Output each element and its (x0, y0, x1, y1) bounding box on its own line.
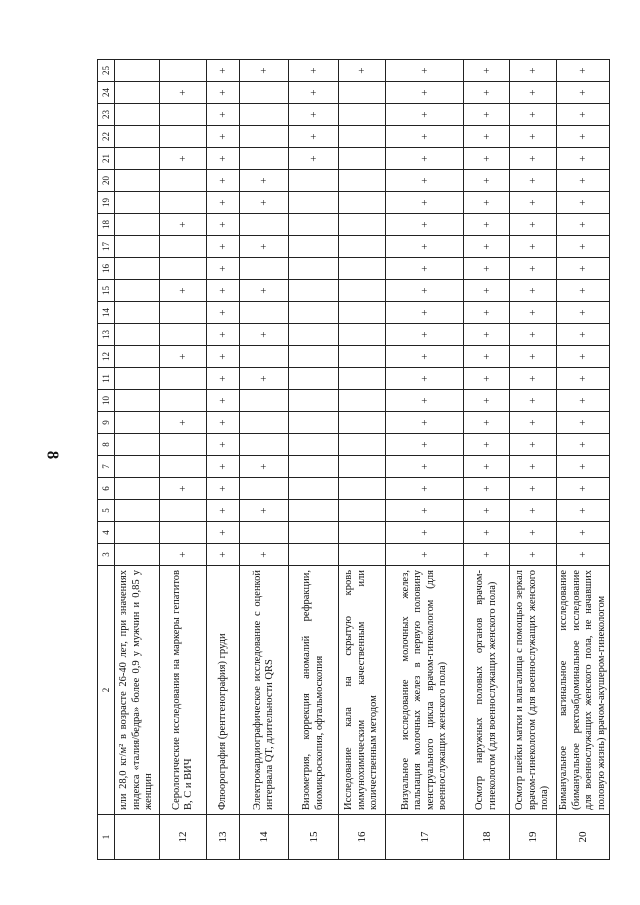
schedule-mark (289, 522, 339, 544)
header-col-1: 1 (98, 815, 115, 860)
schedule-mark: + (464, 170, 510, 192)
schedule-mark (339, 346, 386, 368)
page-number: 8 (43, 450, 63, 460)
schedule-mark (240, 522, 289, 544)
schedule-mark (240, 302, 289, 324)
schedule-mark: + (510, 390, 557, 412)
table-body (115, 60, 610, 860)
schedule-mark (160, 324, 207, 346)
schedule-mark (160, 368, 207, 390)
schedule-mark: + (464, 148, 510, 170)
schedule-mark (339, 390, 386, 412)
schedule-mark: + (240, 544, 289, 566)
schedule-mark: + (207, 368, 240, 390)
schedule-mark: + (510, 522, 557, 544)
schedule-mark (339, 368, 386, 390)
schedule-mark: + (289, 148, 339, 170)
schedule-mark (115, 82, 160, 104)
schedule-mark (289, 346, 339, 368)
schedule-mark: + (557, 104, 610, 126)
schedule-mark: + (557, 522, 610, 544)
table-row (339, 60, 386, 860)
header-period-column: 11 (98, 368, 115, 390)
examination-name: Визуальное исследование молочных желез, пальпация молочных желез в первую половину менструального цикла врачом-гинекологом (для военнослужащих женского пола) (386, 566, 464, 815)
schedule-mark (115, 478, 160, 500)
header-period-column: 4 (98, 522, 115, 544)
schedule-mark: + (557, 258, 610, 280)
schedule-mark: + (207, 324, 240, 346)
schedule-mark (339, 412, 386, 434)
schedule-mark (289, 214, 339, 236)
schedule-mark: + (464, 82, 510, 104)
schedule-mark (289, 412, 339, 434)
header-period-column: 18 (98, 214, 115, 236)
schedule-mark (115, 236, 160, 258)
schedule-mark (339, 500, 386, 522)
schedule-mark: + (386, 82, 464, 104)
schedule-mark (115, 60, 160, 82)
schedule-mark: + (510, 104, 557, 126)
schedule-mark: + (386, 60, 464, 82)
schedule-mark: + (207, 500, 240, 522)
header-period-column: 15 (98, 280, 115, 302)
schedule-mark: + (386, 390, 464, 412)
schedule-mark: + (386, 478, 464, 500)
schedule-mark (160, 522, 207, 544)
table-header-row (98, 60, 115, 860)
schedule-mark: + (160, 412, 207, 434)
examination-name: Осмотр шейки матки и влагалища с помощью зеркал врачом-гинекологом (для военнослужащих женского пола) (510, 566, 557, 815)
schedule-mark (289, 302, 339, 324)
schedule-mark: + (240, 170, 289, 192)
schedule-mark (289, 544, 339, 566)
schedule-mark: + (386, 258, 464, 280)
schedule-mark: + (207, 302, 240, 324)
schedule-mark: + (464, 500, 510, 522)
header-col-2: 2 (98, 566, 115, 815)
schedule-mark: + (464, 346, 510, 368)
schedule-mark (115, 170, 160, 192)
schedule-mark (160, 126, 207, 148)
schedule-mark: + (464, 390, 510, 412)
schedule-mark (160, 456, 207, 478)
table-row (510, 60, 557, 860)
schedule-mark: + (160, 544, 207, 566)
schedule-mark (115, 104, 160, 126)
schedule-mark: + (386, 214, 464, 236)
schedule-mark: + (207, 170, 240, 192)
schedule-mark (339, 324, 386, 346)
table-row (207, 60, 240, 860)
row-number: 17 (386, 815, 464, 860)
schedule-mark (339, 456, 386, 478)
schedule-mark: + (464, 236, 510, 258)
schedule-mark: + (464, 522, 510, 544)
schedule-mark: + (464, 434, 510, 456)
schedule-mark: + (557, 390, 610, 412)
schedule-mark (115, 368, 160, 390)
schedule-mark (339, 214, 386, 236)
schedule-mark: + (557, 500, 610, 522)
schedule-mark: + (510, 192, 557, 214)
schedule-mark: + (240, 236, 289, 258)
schedule-mark (115, 280, 160, 302)
schedule-mark: + (557, 82, 610, 104)
schedule-mark (240, 390, 289, 412)
schedule-mark: + (464, 60, 510, 82)
schedule-mark (240, 434, 289, 456)
schedule-mark: + (240, 500, 289, 522)
schedule-mark: + (386, 280, 464, 302)
schedule-mark (289, 390, 339, 412)
header-period-column: 23 (98, 104, 115, 126)
schedule-mark: + (510, 126, 557, 148)
schedule-mark: + (207, 148, 240, 170)
schedule-mark: + (160, 148, 207, 170)
schedule-mark (339, 522, 386, 544)
schedule-mark: + (207, 60, 240, 82)
schedule-mark: + (557, 126, 610, 148)
schedule-mark (289, 280, 339, 302)
schedule-mark: + (386, 192, 464, 214)
schedule-mark (289, 324, 339, 346)
schedule-mark: + (207, 412, 240, 434)
schedule-mark: + (207, 82, 240, 104)
schedule-mark (160, 104, 207, 126)
schedule-mark (289, 456, 339, 478)
schedule-mark: + (510, 170, 557, 192)
schedule-mark: + (464, 192, 510, 214)
schedule-mark: + (386, 368, 464, 390)
schedule-mark: + (207, 236, 240, 258)
header-period-column: 13 (98, 324, 115, 346)
schedule-mark (240, 82, 289, 104)
schedule-mark: + (557, 324, 610, 346)
schedule-mark (240, 148, 289, 170)
schedule-mark: + (557, 368, 610, 390)
schedule-mark: + (557, 214, 610, 236)
header-period-column: 17 (98, 236, 115, 258)
schedule-mark (115, 434, 160, 456)
header-period-column: 19 (98, 192, 115, 214)
schedule-mark (160, 170, 207, 192)
schedule-mark: + (464, 214, 510, 236)
schedule-mark (289, 434, 339, 456)
schedule-mark (115, 126, 160, 148)
schedule-mark (160, 390, 207, 412)
schedule-mark: + (240, 324, 289, 346)
schedule-mark (115, 214, 160, 236)
schedule-mark (160, 302, 207, 324)
schedule-mark: + (289, 104, 339, 126)
schedule-mark: + (386, 236, 464, 258)
row-number: 20 (557, 815, 610, 860)
table-row (160, 60, 207, 860)
schedule-mark (240, 126, 289, 148)
schedule-mark: + (160, 82, 207, 104)
schedule-mark (240, 104, 289, 126)
examination-name: Осмотр наружных половых органов врачом-гинекологом (для военнослужащих женского пола) (464, 566, 510, 815)
table-row (557, 60, 610, 860)
table-row (289, 60, 339, 860)
schedule-mark: + (464, 104, 510, 126)
schedule-mark (339, 170, 386, 192)
schedule-mark (289, 236, 339, 258)
header-period-column: 22 (98, 126, 115, 148)
schedule-mark: + (386, 148, 464, 170)
schedule-mark: + (386, 104, 464, 126)
examination-name: Визометрия, коррекция аномалий рефракции, биомикроскопия, офтальмоскопия (289, 566, 339, 815)
row-number: 12 (160, 815, 207, 860)
schedule-mark (339, 192, 386, 214)
schedule-mark (339, 258, 386, 280)
row-number: 14 (240, 815, 289, 860)
header-period-column: 7 (98, 456, 115, 478)
schedule-mark: + (289, 126, 339, 148)
schedule-mark (339, 82, 386, 104)
schedule-mark: + (557, 346, 610, 368)
schedule-mark: + (464, 544, 510, 566)
schedule-mark (115, 302, 160, 324)
examination-name: Электрокардиографическое исследование с оценкой интервала QT, длительности QRS (240, 566, 289, 815)
schedule-mark: + (386, 302, 464, 324)
schedule-mark: + (207, 214, 240, 236)
schedule-mark (240, 478, 289, 500)
schedule-mark (289, 170, 339, 192)
schedule-mark: + (557, 192, 610, 214)
schedule-mark: + (160, 280, 207, 302)
schedule-mark: + (510, 500, 557, 522)
schedule-mark (240, 346, 289, 368)
schedule-mark (289, 192, 339, 214)
schedule-mark: + (510, 544, 557, 566)
schedule-mark (289, 258, 339, 280)
schedule-mark: + (386, 126, 464, 148)
schedule-mark: + (510, 478, 557, 500)
schedule-mark (160, 258, 207, 280)
schedule-mark: + (386, 522, 464, 544)
row-number: 15 (289, 815, 339, 860)
schedule-mark: + (207, 280, 240, 302)
schedule-mark: + (240, 192, 289, 214)
schedule-mark: + (339, 60, 386, 82)
table-row (240, 60, 289, 860)
schedule-mark: + (207, 192, 240, 214)
schedule-mark (240, 412, 289, 434)
schedule-mark (115, 500, 160, 522)
schedule-mark: + (207, 522, 240, 544)
schedule-mark: + (160, 346, 207, 368)
schedule-mark: + (207, 258, 240, 280)
header-period-column: 8 (98, 434, 115, 456)
header-period-column: 6 (98, 478, 115, 500)
examination-name: Серологические исследования на маркеры гепатитов В, С и ВИЧ (160, 566, 207, 815)
schedule-mark: + (557, 60, 610, 82)
schedule-mark: + (207, 126, 240, 148)
schedule-mark (339, 104, 386, 126)
schedule-mark: + (386, 544, 464, 566)
schedule-mark: + (386, 346, 464, 368)
schedule-mark (115, 148, 160, 170)
rotated-table-page (97, 60, 607, 860)
schedule-mark: + (289, 82, 339, 104)
row-number: 18 (464, 815, 510, 860)
schedule-mark (339, 302, 386, 324)
schedule-mark: + (557, 236, 610, 258)
row-number: 13 (207, 815, 240, 860)
schedule-mark: + (207, 544, 240, 566)
schedule-mark: + (240, 368, 289, 390)
schedule-mark (339, 126, 386, 148)
header-period-column: 3 (98, 544, 115, 566)
row-number (115, 815, 160, 860)
schedule-mark (289, 478, 339, 500)
table-row (115, 60, 160, 860)
schedule-mark: + (386, 456, 464, 478)
schedule-mark (115, 346, 160, 368)
schedule-mark (339, 434, 386, 456)
schedule-mark (289, 500, 339, 522)
schedule-mark (115, 522, 160, 544)
schedule-mark (115, 412, 160, 434)
schedule-mark: + (207, 434, 240, 456)
schedule-mark: + (386, 412, 464, 434)
schedule-mark (115, 324, 160, 346)
schedule-mark (339, 148, 386, 170)
schedule-mark: + (240, 280, 289, 302)
schedule-mark: + (557, 280, 610, 302)
schedule-mark (115, 258, 160, 280)
schedule-mark: + (557, 478, 610, 500)
schedule-mark: + (207, 456, 240, 478)
schedule-mark: + (464, 258, 510, 280)
header-period-column: 24 (98, 82, 115, 104)
schedule-mark: + (510, 302, 557, 324)
schedule-mark: + (510, 60, 557, 82)
schedule-mark: + (207, 104, 240, 126)
examination-schedule-table (97, 59, 610, 860)
row-number: 19 (510, 815, 557, 860)
schedule-mark: + (510, 236, 557, 258)
schedule-mark: + (386, 170, 464, 192)
schedule-mark: + (289, 60, 339, 82)
schedule-mark (115, 390, 160, 412)
schedule-mark: + (510, 456, 557, 478)
schedule-mark (339, 280, 386, 302)
schedule-mark (160, 192, 207, 214)
header-period-column: 12 (98, 346, 115, 368)
schedule-mark: + (464, 302, 510, 324)
schedule-mark (339, 544, 386, 566)
schedule-mark: + (464, 280, 510, 302)
header-period-column: 14 (98, 302, 115, 324)
schedule-mark (240, 214, 289, 236)
schedule-mark: + (464, 456, 510, 478)
schedule-mark (160, 434, 207, 456)
schedule-mark: + (557, 434, 610, 456)
header-period-column: 21 (98, 148, 115, 170)
schedule-mark: + (386, 324, 464, 346)
header-period-column: 25 (98, 60, 115, 82)
schedule-mark: + (557, 148, 610, 170)
schedule-mark (339, 478, 386, 500)
schedule-mark: + (557, 456, 610, 478)
header-period-column: 5 (98, 500, 115, 522)
row-number: 16 (339, 815, 386, 860)
schedule-mark: + (510, 214, 557, 236)
schedule-mark: + (510, 148, 557, 170)
header-period-column: 10 (98, 390, 115, 412)
schedule-mark: + (386, 500, 464, 522)
schedule-mark (160, 236, 207, 258)
examination-name: Флюорография (рентгенография) груди (207, 566, 240, 815)
table-row (386, 60, 464, 860)
schedule-mark: + (240, 456, 289, 478)
schedule-mark: + (160, 478, 207, 500)
schedule-mark: + (510, 82, 557, 104)
schedule-mark: + (386, 434, 464, 456)
schedule-mark: + (510, 434, 557, 456)
header-period-column: 16 (98, 258, 115, 280)
examination-name: или 28,0 кг/м² в возрасте 26-40 лет, при значениях индекса «талия/бедра» более 0,9 у мужчин и 0,85 у женщин (115, 566, 160, 815)
schedule-mark: + (240, 60, 289, 82)
schedule-mark: + (510, 368, 557, 390)
schedule-mark: + (510, 280, 557, 302)
schedule-mark (115, 192, 160, 214)
examination-name: Бимануальное вагинальное исследование (бимануальное ректоабдоминальное исследование для военнослужащих женского пола, не начавших половую жизнь) врачом-акушером-гинекологом (557, 566, 610, 815)
schedule-mark: + (557, 544, 610, 566)
schedule-mark (160, 60, 207, 82)
schedule-mark (115, 544, 160, 566)
schedule-mark (339, 236, 386, 258)
examination-name: Исследование кала на скрытую кровь иммунохимическим качественным или количественным методом (339, 566, 386, 815)
schedule-mark: + (207, 390, 240, 412)
schedule-mark: + (557, 170, 610, 192)
schedule-mark: + (160, 214, 207, 236)
schedule-mark: + (207, 346, 240, 368)
schedule-mark: + (510, 258, 557, 280)
schedule-mark: + (510, 324, 557, 346)
schedule-mark: + (464, 126, 510, 148)
schedule-mark (289, 368, 339, 390)
schedule-mark: + (464, 412, 510, 434)
schedule-mark: + (557, 412, 610, 434)
schedule-mark: + (510, 346, 557, 368)
schedule-mark (115, 456, 160, 478)
schedule-mark: + (207, 478, 240, 500)
header-period-column: 9 (98, 412, 115, 434)
schedule-mark: + (557, 302, 610, 324)
schedule-mark (160, 500, 207, 522)
header-period-column: 20 (98, 170, 115, 192)
schedule-mark: + (464, 324, 510, 346)
schedule-mark: + (464, 478, 510, 500)
table-row (464, 60, 510, 860)
schedule-mark (240, 258, 289, 280)
schedule-mark: + (510, 412, 557, 434)
schedule-mark: + (464, 368, 510, 390)
